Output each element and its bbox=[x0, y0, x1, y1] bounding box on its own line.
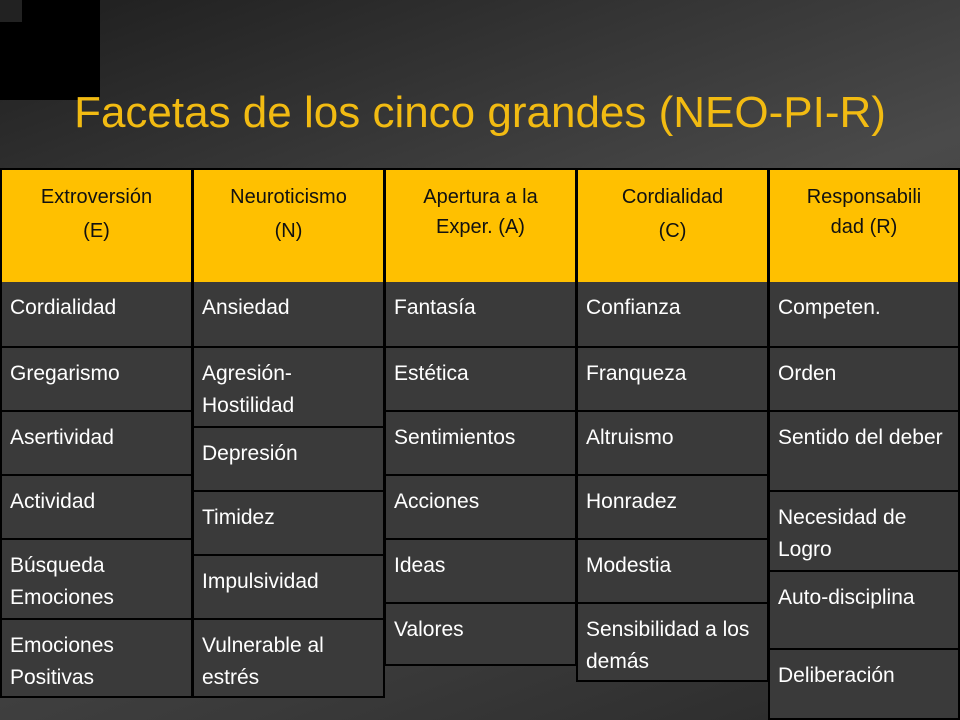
column-conscientiousness bbox=[768, 168, 960, 720]
facet-cell: Confianza bbox=[586, 296, 681, 319]
corner-decoration-inner bbox=[0, 0, 22, 22]
facet-cell: Timidez bbox=[194, 490, 383, 554]
column-agreeableness bbox=[576, 168, 769, 682]
facet-cell: Impulsividad bbox=[194, 554, 383, 618]
facet-cell: Franqueza bbox=[578, 346, 767, 410]
facet-cell: Orden bbox=[770, 346, 958, 410]
column-header bbox=[386, 170, 575, 282]
facet-cell: Búsqueda Emociones bbox=[2, 538, 191, 618]
header-line: Apertura a la bbox=[423, 186, 538, 208]
facet-cell: Cordialidad bbox=[10, 296, 117, 319]
header-line: Neuroticismo bbox=[230, 186, 347, 208]
column-header bbox=[770, 170, 958, 282]
facet-cell: Necesidad de Logro bbox=[770, 490, 958, 570]
column-header bbox=[2, 170, 191, 282]
header-line: Responsabili bbox=[806, 186, 922, 208]
facet-cell: Sentimientos bbox=[386, 410, 575, 474]
facet-cell: Depresión bbox=[194, 426, 383, 490]
header-line: Cordialidad bbox=[621, 186, 724, 208]
header-line: dad (R) bbox=[830, 216, 898, 238]
facet-cell: Ideas bbox=[386, 538, 575, 602]
column-header bbox=[194, 170, 383, 282]
column-header bbox=[578, 170, 767, 282]
facet-cell: Actividad bbox=[2, 474, 191, 538]
facet-cell: Valores bbox=[386, 602, 575, 664]
slide-title: Facetas de los cinco grandes (NEO-PI-R) bbox=[74, 88, 886, 137]
facet-cell: Modestia bbox=[578, 538, 767, 602]
facet-cell: Sensibilidad a los demás bbox=[578, 602, 767, 680]
column-openness bbox=[384, 168, 577, 666]
facet-cell: Acciones bbox=[386, 474, 575, 538]
facet-cell: Honradez bbox=[578, 474, 767, 538]
facet-cell: Agresión-Hostilidad bbox=[194, 346, 383, 426]
facet-cell: Fantasía bbox=[394, 296, 476, 319]
header-line: (E) bbox=[83, 220, 110, 242]
column-neuroticism bbox=[192, 168, 385, 698]
header-line: (C) bbox=[658, 220, 687, 242]
facet-cell: Vulnerable al estrés bbox=[194, 618, 383, 696]
facet-cell: Gregarismo bbox=[2, 346, 191, 410]
facet-cell: Deliberación bbox=[770, 648, 958, 718]
facet-cell: Asertividad bbox=[2, 410, 191, 474]
column-extroversion bbox=[0, 168, 193, 698]
header-line: (N) bbox=[274, 220, 303, 242]
facet-cell: Sentido del deber bbox=[770, 410, 958, 490]
facet-cell: Emociones Positivas bbox=[2, 618, 191, 696]
facet-cell: Auto-disciplina bbox=[770, 570, 958, 648]
facet-cell: Altruismo bbox=[578, 410, 767, 474]
facet-cell: Ansiedad bbox=[202, 296, 290, 319]
header-line: Extroversión bbox=[40, 186, 153, 208]
header-line: Exper. (A) bbox=[436, 216, 525, 238]
facet-cell: Estética bbox=[386, 346, 575, 410]
facet-cell: Competen. bbox=[778, 296, 881, 319]
